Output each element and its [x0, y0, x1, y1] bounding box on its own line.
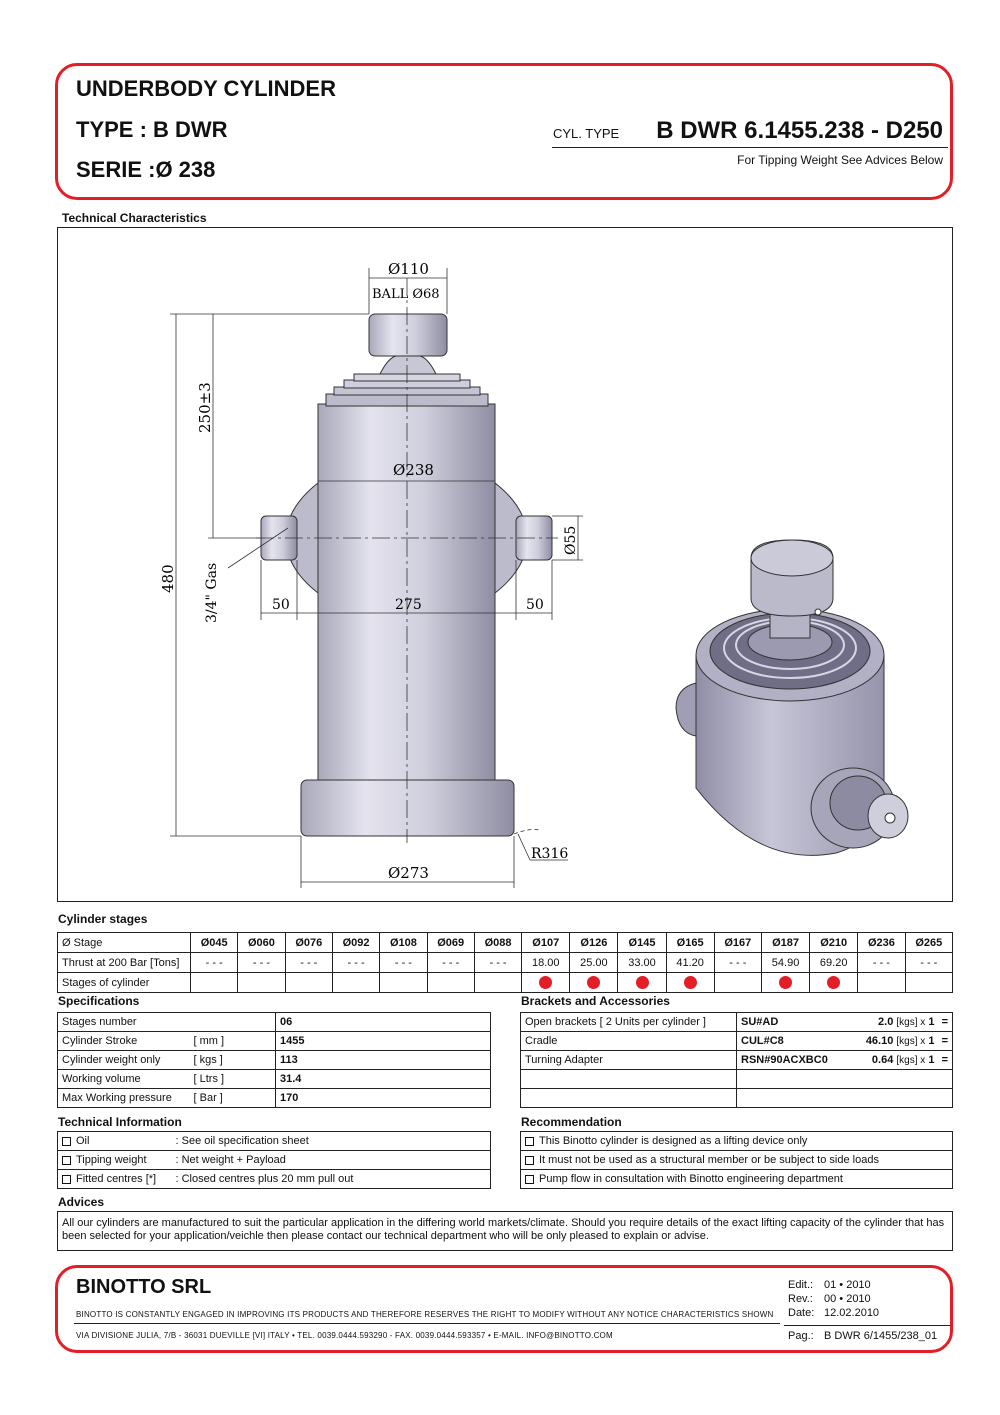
cylinder-base — [301, 780, 514, 836]
thrust-value: 33.00 — [618, 953, 666, 973]
section-cylinder-stages: Cylinder stages — [58, 912, 148, 926]
bracket-eq: = — [941, 1016, 948, 1028]
bracket-code: CUL#C8 — [737, 1032, 847, 1051]
stage-present-cell — [238, 973, 285, 993]
tech-info-label: Tipping weight — [76, 1154, 147, 1166]
spec-label: Stages number — [62, 1016, 137, 1028]
bracket-weight-cell — [847, 1032, 953, 1051]
spec-row — [58, 1032, 491, 1051]
stages-table — [57, 932, 953, 993]
spec-row — [58, 1089, 491, 1108]
thrust-value: - - - — [427, 953, 474, 973]
technical-info-table — [57, 1131, 491, 1189]
tech-info-cell — [58, 1151, 491, 1170]
footer-meta — [788, 1278, 879, 1320]
stage-present-dot — [636, 976, 649, 989]
disclaimer: BINOTTO IS CONSTANTLY ENGAGED IN IMPROVING ITS PRODUCTS AND THEREFORE RESERVES THE RIGHT TO MODIFY WITHOUT ANY NOTICE CHARACTERISTICS SHOWN — [76, 1310, 774, 1319]
bracket-code: SU#AD — [737, 1013, 847, 1032]
thrust-row — [58, 953, 953, 973]
spec-unit: [ Bar ] — [193, 1092, 223, 1104]
dim-pin-diameter: Ø55 — [563, 525, 579, 555]
thrust-value: 54.90 — [762, 953, 810, 973]
bracket-weight: 2.0 — [878, 1016, 894, 1028]
dim-right-pin: 50 — [526, 597, 544, 613]
bracket-qty: 1 — [928, 1054, 935, 1066]
stage-diameter: Ø076 — [285, 933, 332, 953]
spec-value: 31.4 — [276, 1070, 491, 1089]
tech-info-label: Oil — [76, 1135, 90, 1147]
page-divider — [784, 1325, 950, 1326]
recommendation-cell — [521, 1132, 953, 1151]
drawing-frame — [57, 227, 953, 902]
bracket-eq: = — [941, 1035, 948, 1047]
bracket-name: Turning Adapter — [521, 1051, 737, 1070]
bracket-unit: [kgs] x — [896, 1055, 926, 1066]
spec-value: 170 — [276, 1089, 491, 1108]
tipping-note: For Tipping Weight See Advices Below — [737, 153, 943, 167]
specifications-table — [57, 1012, 491, 1108]
spec-row — [58, 1013, 491, 1032]
recommendation-row — [521, 1132, 953, 1151]
dim-gas: 3/4" Gas — [204, 562, 220, 623]
stage-diameter: Ø126 — [570, 933, 618, 953]
stage-present-cell — [474, 973, 521, 993]
cylinder-drawing — [58, 228, 952, 901]
dim-radius: R316 — [531, 846, 569, 862]
checkbox-icon — [525, 1137, 534, 1146]
stage-present-cell — [285, 973, 332, 993]
thrust-label: Thrust at 200 Bar [Tons] — [58, 953, 191, 973]
page-label: Pag.: — [788, 1330, 814, 1342]
thrust-value: - - - — [858, 953, 905, 973]
checkbox-icon — [62, 1175, 71, 1184]
stage-diameter: Ø236 — [858, 933, 905, 953]
section-recommendation: Recommendation — [521, 1115, 622, 1129]
bracket-row — [521, 1013, 953, 1032]
stage-diameter: Ø187 — [762, 933, 810, 953]
spec-label: Working volume — [62, 1073, 141, 1085]
thrust-value: - - - — [474, 953, 521, 973]
recommendation-cell — [521, 1151, 953, 1170]
bracket-row-empty — [521, 1070, 953, 1089]
section-advices: Advices — [58, 1195, 105, 1209]
bracket-row-empty — [521, 1089, 953, 1108]
recommendation-text: Pump flow in consultation with Binotto engineering department — [539, 1173, 843, 1185]
rev-label: Rev.: — [788, 1293, 813, 1305]
stage-diameter: Ø088 — [474, 933, 521, 953]
cyl-type-label: CYL. TYPE — [553, 126, 620, 141]
thrust-value: - - - — [238, 953, 285, 973]
stage-present-cell — [858, 973, 905, 993]
stage-diameter: Ø092 — [332, 933, 379, 953]
stage-present-cell — [191, 973, 238, 993]
checkbox-icon — [62, 1137, 71, 1146]
spec-value: 1455 — [276, 1032, 491, 1051]
address: VIA DIVISIONE JULIA, 7/B - 36031 DUEVILLE [VI] ITALY • TEL. 0039.0444.593290 - FAX. 0039.0444.593357 • E-MAIL. INFO@BINOTTO.COM — [76, 1331, 613, 1340]
recommendation-row — [521, 1170, 953, 1189]
stage-present-cell — [714, 973, 761, 993]
doc-title: UNDERBODY CYLINDER — [76, 76, 336, 101]
spec-row — [58, 1051, 491, 1070]
dim-base-diameter: Ø273 — [388, 864, 429, 882]
company-name: BINOTTO SRL — [76, 1276, 212, 1298]
stage-diameter: Ø210 — [810, 933, 858, 953]
tech-info-cell — [58, 1170, 491, 1189]
stage-present-cell — [762, 973, 810, 993]
stage-present-cell — [666, 973, 714, 993]
stage-header-label: Ø Stage — [58, 933, 191, 953]
checkbox-icon — [525, 1175, 534, 1184]
spec-value: 113 — [276, 1051, 491, 1070]
dim-top-diameter: Ø110 — [388, 260, 429, 278]
recommendation-table — [520, 1131, 953, 1189]
dim-stroke: 250±3 — [196, 382, 214, 433]
stage-diameter: Ø108 — [380, 933, 427, 953]
recommendation-cell — [521, 1170, 953, 1189]
bracket-qty: 1 — [928, 1016, 935, 1028]
cyl-type-value: B DWR 6.1455.238 - D250 — [656, 117, 943, 144]
thrust-value: - - - — [714, 953, 761, 973]
stage-diameter: Ø069 — [427, 933, 474, 953]
spec-label-cell — [58, 1089, 276, 1108]
recommendation-row — [521, 1151, 953, 1170]
thrust-value: - - - — [380, 953, 427, 973]
stage-present-cell — [332, 973, 379, 993]
spec-label: Cylinder Stroke — [62, 1035, 138, 1047]
page-value: B DWR 6/1455/238_01 — [824, 1330, 938, 1342]
section-specifications: Specifications — [58, 994, 140, 1008]
edit-value: 01 • 2010 — [824, 1279, 871, 1291]
bracket-code: RSN#90ACXBC0 — [737, 1051, 847, 1070]
date-value: 12.02.2010 — [824, 1307, 880, 1319]
bracket-name: Cradle — [521, 1032, 737, 1051]
thrust-value: - - - — [285, 953, 332, 973]
thrust-value: 18.00 — [522, 953, 570, 973]
bracket-eq: = — [941, 1054, 948, 1066]
advices-box — [57, 1211, 953, 1251]
checkbox-icon — [62, 1156, 71, 1165]
bracket-qty: 1 — [928, 1035, 935, 1047]
section-technical-information: Technical Information — [58, 1115, 182, 1129]
bracket-name: Open brackets [ 2 Units per cylinder ] — [521, 1013, 737, 1032]
ball-head — [369, 314, 447, 356]
thrust-value: 25.00 — [570, 953, 618, 973]
spec-label-cell — [58, 1013, 276, 1032]
spec-unit: [ mm ] — [193, 1035, 225, 1047]
stages-header-row — [58, 933, 953, 953]
checkbox-icon — [525, 1156, 534, 1165]
tech-info-value: : Net weight + Payload — [175, 1154, 286, 1166]
thrust-value: 69.20 — [810, 953, 858, 973]
stage-present-cell — [618, 973, 666, 993]
thrust-value: - - - — [191, 953, 238, 973]
advices-text: All our cylinders are manufactured to suit the particular application in the differing world markets/climate. Should you require details of the exact lifting capacity of the cylinder that has been selected for your application/veichle then please contact our technical department who will be only pleased to explain or advise. — [62, 1217, 945, 1242]
spec-unit: [ kgs ] — [193, 1054, 223, 1066]
stage-diameter: Ø045 — [191, 933, 238, 953]
page-info — [788, 1330, 937, 1342]
tech-info-row — [58, 1170, 491, 1189]
dim-height: 480 — [159, 564, 177, 593]
date-label: Date: — [788, 1307, 815, 1319]
spec-label: Max Working pressure — [62, 1092, 172, 1104]
brackets-table — [520, 1012, 953, 1108]
spec-label: Cylinder weight only — [62, 1054, 161, 1066]
stage-diameter: Ø167 — [714, 933, 761, 953]
thrust-value: - - - — [332, 953, 379, 973]
section-technical-characteristics: Technical Characteristics — [62, 211, 207, 225]
spec-value: 06 — [276, 1013, 491, 1032]
rev-value: 00 • 2010 — [824, 1293, 871, 1305]
stage-diameter: Ø265 — [905, 933, 952, 953]
bracket-weight: 46.10 — [865, 1035, 894, 1047]
tech-info-label: Fitted centres [*] — [76, 1173, 157, 1185]
recommendation-text: It must not be used as a structural member or be subject to side loads — [539, 1154, 879, 1166]
bracket-unit: [kgs] x — [896, 1017, 926, 1028]
stage-present-dot — [684, 976, 697, 989]
thrust-value: - - - — [905, 953, 952, 973]
stages-label: Stages of cylinder — [58, 973, 191, 993]
spec-label-cell — [58, 1070, 276, 1089]
dim-body-diameter: Ø238 — [393, 461, 434, 479]
stage-present-cell — [570, 973, 618, 993]
cyl-type-underline — [552, 147, 948, 148]
bracket-row — [521, 1051, 953, 1070]
stage-present-dot — [539, 976, 552, 989]
stage-diameter: Ø165 — [666, 933, 714, 953]
bracket-weight: 0.64 — [871, 1054, 894, 1066]
tech-info-cell — [58, 1132, 491, 1151]
tech-info-value: : Closed centres plus 20 mm pull out — [175, 1173, 354, 1185]
tech-info-row — [58, 1132, 491, 1151]
section-brackets: Brackets and Accessories — [521, 994, 670, 1008]
bracket-weight-cell — [847, 1051, 953, 1070]
stages-row — [58, 973, 953, 993]
dim-ball: BALL Ø68 — [372, 287, 440, 302]
tech-info-row — [58, 1151, 491, 1170]
spec-row — [58, 1070, 491, 1089]
type-line: TYPE : B DWR — [76, 117, 228, 142]
edit-label: Edit.: — [788, 1279, 814, 1291]
stage-present-cell — [380, 973, 427, 993]
stage-present-cell — [522, 973, 570, 993]
spec-label-cell — [58, 1051, 276, 1070]
stage-present-dot — [587, 976, 600, 989]
stage-present-cell — [810, 973, 858, 993]
stage-diameter: Ø145 — [618, 933, 666, 953]
spec-unit: [ Ltrs ] — [193, 1073, 225, 1085]
recommendation-text: This Binotto cylinder is designed as a lifting device only — [539, 1135, 808, 1147]
dim-left-pin: 50 — [272, 597, 290, 613]
thrust-value: 41.20 — [666, 953, 714, 973]
dim-center: 275 — [395, 597, 422, 613]
serie-line: SERIE :Ø 238 — [76, 157, 216, 182]
bracket-unit: [kgs] x — [896, 1036, 926, 1047]
stage-present-dot — [827, 976, 840, 989]
stage-diameter: Ø107 — [522, 933, 570, 953]
tech-info-value: : See oil specification sheet — [175, 1135, 309, 1147]
stage-present-cell — [427, 973, 474, 993]
stage-present-dot — [779, 976, 792, 989]
bracket-row — [521, 1032, 953, 1051]
footer-divider — [74, 1323, 780, 1324]
isometric-view — [676, 540, 908, 855]
stage-diameter: Ø060 — [238, 933, 285, 953]
bracket-weight-cell — [847, 1013, 953, 1032]
spec-label-cell — [58, 1032, 276, 1051]
stage-present-cell — [905, 973, 952, 993]
